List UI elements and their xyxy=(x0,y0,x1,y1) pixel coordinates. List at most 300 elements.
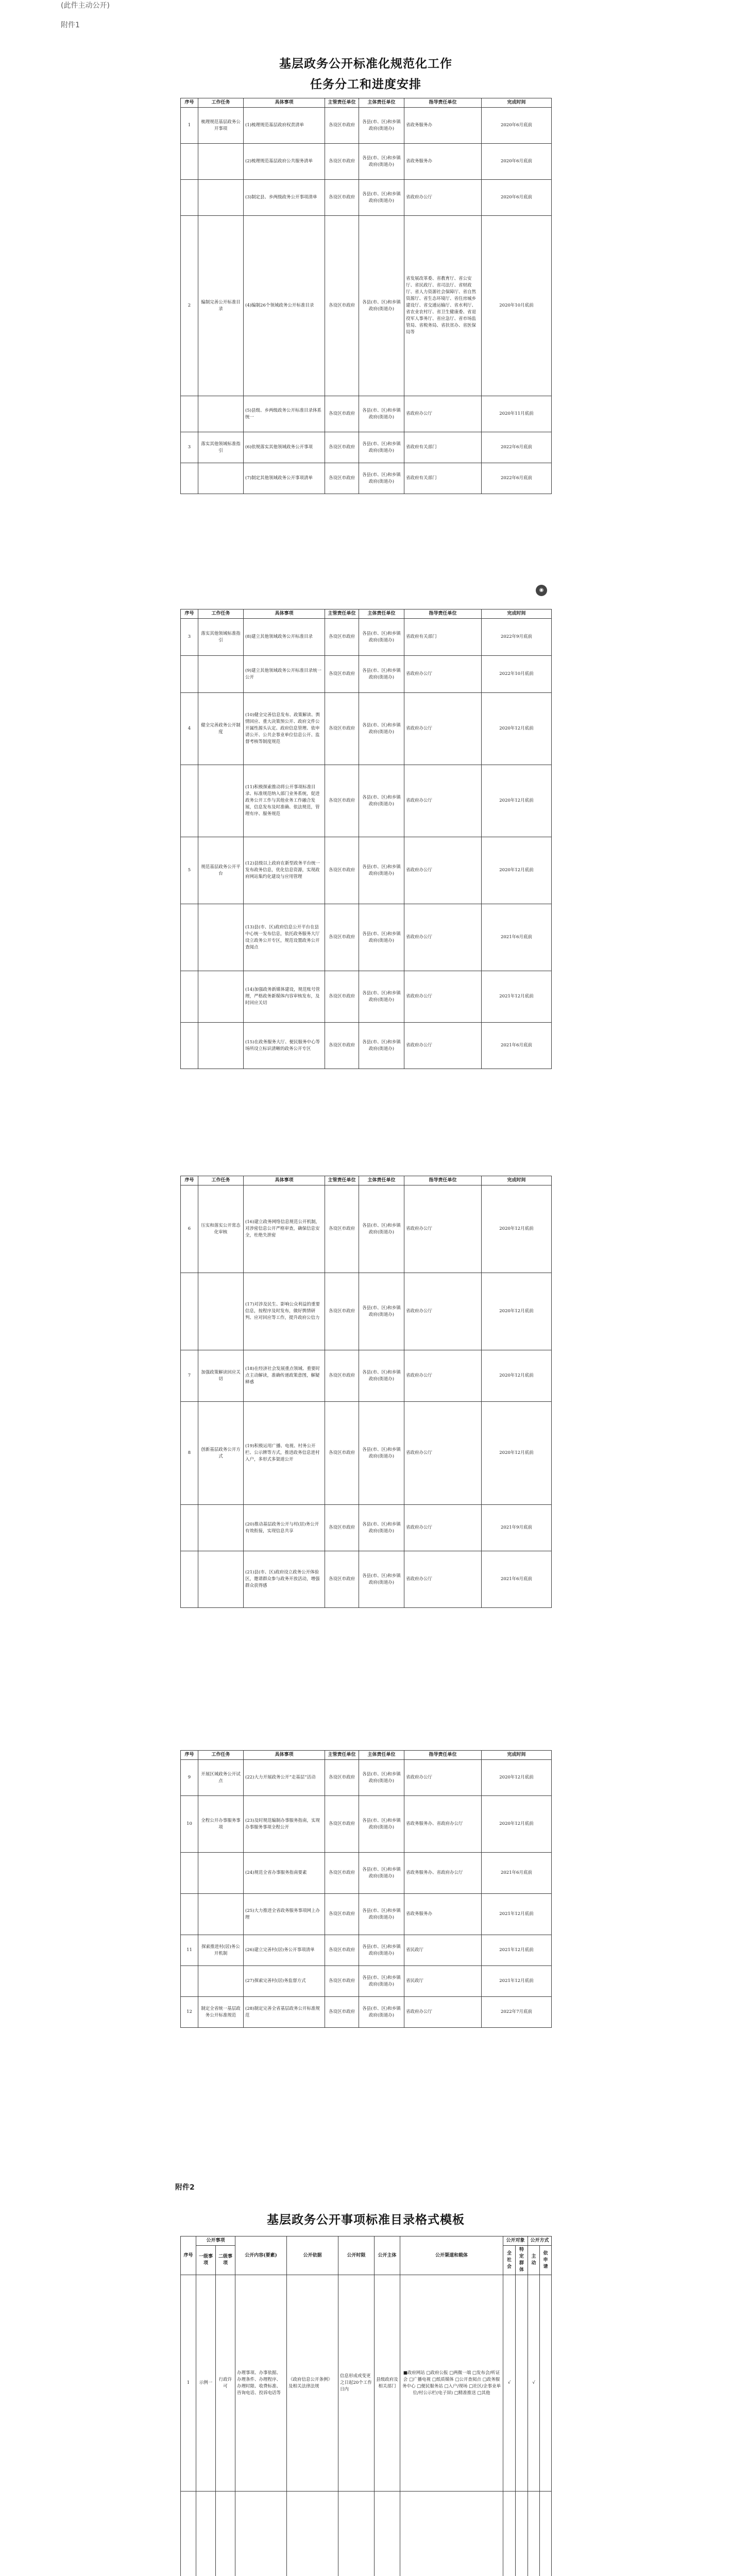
column-header: 具体事项 xyxy=(244,1751,325,1760)
specific-item-cell: (11)积极探索推动将公开事项标准目录、标准规范纳入部门业务系统，促进政务公开工作与其他业务工作融合发展，信息发布及时准确、依法规范，管理有序、服务规范 xyxy=(244,765,325,837)
lead-unit-cell: 各设区市政府 xyxy=(325,1185,359,1273)
guide-unit-cell: 省政府办公厅 xyxy=(404,765,482,837)
column-header: 指导责任单位 xyxy=(404,98,482,108)
lead-unit-cell: 各设区市政府 xyxy=(325,971,359,1023)
column-header: 公开对象 xyxy=(503,2236,528,2246)
deadline-cell: 2020年11月底前 xyxy=(482,396,552,432)
lead-unit-cell: 各设区市政府 xyxy=(325,108,359,144)
lead-unit-cell: 各设区市政府 xyxy=(325,1023,359,1069)
lead-unit-cell: 各设区市政府 xyxy=(325,1966,359,1997)
table-row xyxy=(181,1997,552,2028)
deadline-cell: 2020年6月底前 xyxy=(482,180,552,216)
page-2 xyxy=(180,603,551,1139)
specific-item-cell: (20)推动基层政务公开与村(居)务公开有效衔接，实现信息共享 xyxy=(244,1505,325,1551)
deadline-cell: 2020年12月底前 xyxy=(482,693,552,765)
task-table-page2 xyxy=(180,609,552,1069)
column-header: 序号 xyxy=(181,1176,198,1185)
level2-item-cell: 行政许可 xyxy=(216,2275,235,2492)
column-header: 公开时限 xyxy=(338,2236,375,2275)
row-number xyxy=(181,1023,198,1069)
lead-unit-cell: 各设区市政府 xyxy=(325,1760,359,1796)
column-header: 主管责任单位 xyxy=(325,98,359,108)
body-unit-cell: 各县(市、区)和乡镇政府(街道办) xyxy=(359,144,404,180)
guide-unit-cell: 省政务服务办、省政府办公厅 xyxy=(404,1853,482,1894)
deadline-cell: 2022年6月底前 xyxy=(482,432,552,463)
column-header: 公开渠道和载体 xyxy=(400,2236,503,2275)
top-note: (此件主动公开) xyxy=(61,2,110,10)
column-header: 公开事项 xyxy=(196,2236,235,2246)
lead-unit-cell: 各设区市政府 xyxy=(325,216,359,396)
deadline-cell: 2021年6月底前 xyxy=(482,1023,552,1069)
page-watermark-icon: ◉ xyxy=(536,585,547,596)
guide-unit-cell: 省政府办公厅 xyxy=(404,1273,482,1350)
body-unit-cell: 各县(市、区)和乡镇政府(街道办) xyxy=(359,693,404,765)
column-header: 主管责任单位 xyxy=(325,609,359,619)
attachment1-title-line2: 任务分工和进度安排 xyxy=(310,77,421,91)
body-unit-cell: 各县(市、区)和乡镇政府(街道办) xyxy=(359,1796,404,1853)
lead-unit-cell: 各设区市政府 xyxy=(325,1551,359,1608)
guide-unit-cell: 省政务服务办 xyxy=(404,1894,482,1935)
deadline-cell: 2022年6月底前 xyxy=(482,463,552,494)
column-header: 序号 xyxy=(181,98,198,108)
lead-unit-cell: 各设区市政府 xyxy=(325,1350,359,1402)
deadline-cell: 2020年6月底前 xyxy=(482,108,552,144)
table-row xyxy=(181,1935,552,1966)
lead-unit-cell: 各设区市政府 xyxy=(325,656,359,693)
deadline-cell: 2022年7月底前 xyxy=(482,1997,552,2028)
row-number: 11 xyxy=(181,1935,198,1966)
row-number xyxy=(181,1894,198,1935)
guide-unit-cell: 省政务服务办、省政府办公厅 xyxy=(404,1796,482,1853)
deadline-cell: 2020年12月底前 xyxy=(482,1402,552,1505)
row-number xyxy=(181,1273,198,1350)
subject-cell xyxy=(375,2492,400,2576)
column-header: 指导责任单位 xyxy=(404,609,482,619)
guide-unit-cell: 省发展改革委、省教育厅、省公安厅、省民政厅、省司法厅、省财政厅、省人力资源社会保障厅、省自然资源厅、省生态环境厅、省住房城乡建设厅、省交通运输厅、省水利厅、省农业农村厅、省卫生健康委、省退役军人事务厅、省应急厅、省市场监管局、省税务局、省扶贫办、省医保局等 xyxy=(404,216,482,396)
body-unit-cell: 各县(市、区)和乡镇政府(街道办) xyxy=(359,216,404,396)
lead-unit-cell: 各设区市政府 xyxy=(325,1997,359,2028)
specific-item-cell: (10)健全完善信息发布、政策解读、舆情回应、重大决策预公开、政府文件公开属性源头认定、政府信息管理、依申请公开、公共企事业单位信息公开、监督考核等制度规范 xyxy=(244,693,325,765)
guide-unit-cell: 省政府有关部门 xyxy=(404,432,482,463)
specific-item-cell: (16)建立政务网络信息规范公开机制，对涉密信息公开严格审查，确保信息安全，杜绝失泄密 xyxy=(244,1185,325,1273)
column-header: 指导责任单位 xyxy=(404,1176,482,1185)
lead-unit-cell: 各设区市政府 xyxy=(325,180,359,216)
guide-unit-cell: 省政府有关部门 xyxy=(404,463,482,494)
work-task-cell xyxy=(198,765,244,837)
column-header: 序号 xyxy=(181,609,198,619)
lead-unit-cell: 各设区市政府 xyxy=(325,1853,359,1894)
guide-unit-cell: 省民政厅 xyxy=(404,1966,482,1997)
table-row xyxy=(181,1853,552,1894)
deadline-cell: 2020年10月底前 xyxy=(482,216,552,396)
table-row xyxy=(181,1350,552,1402)
deadline-cell: 2020年12月底前 xyxy=(482,1760,552,1796)
specific-item-cell: (13)县(市、区)政府信息公开平台在县中心统一发布信息，依托政务服务大厅设立政务公开专区，规范设置政务公开查阅点 xyxy=(244,904,325,971)
body-unit-cell: 各县(市、区)和乡镇政府(街道办) xyxy=(359,180,404,216)
specific-item-cell: (25)大力推进全省政务服务事项网上办理 xyxy=(244,1894,325,1935)
work-task-cell: 加强政策解读回应关切 xyxy=(198,1350,244,1402)
specific-item-cell: (14)加强政务新媒体建设，规范账号管理，严格政务新媒体内容审核发布，及时回应关切 xyxy=(244,971,325,1023)
guide-unit-cell: 省政府办公厅 xyxy=(404,971,482,1023)
table-row xyxy=(181,108,552,144)
column-subheader: 特定群体 xyxy=(516,2246,528,2275)
body-unit-cell: 各县(市、区)和乡镇政府(街道办) xyxy=(359,1935,404,1966)
table-row xyxy=(181,2492,552,2576)
body-unit-cell: 各县(市、区)和乡镇政府(街道办) xyxy=(359,1551,404,1608)
column-header: 完成时间 xyxy=(482,98,552,108)
row-number xyxy=(181,463,198,494)
method-request-cell xyxy=(540,2275,552,2492)
deadline-cell: 2021年6月底前 xyxy=(482,1853,552,1894)
lead-unit-cell: 各设区市政府 xyxy=(325,463,359,494)
column-header: 公开方式 xyxy=(528,2236,552,2246)
table-row xyxy=(181,1402,552,1505)
time-limit-cell: 信息形成或变更之日起20个工作日内 xyxy=(338,2275,375,2492)
specific-item-cell: (9)建立其他领域政务公开标准目录统一公开 xyxy=(244,656,325,693)
body-unit-cell: 各县(市、区)和乡镇政府(街道办) xyxy=(359,1894,404,1935)
row-number xyxy=(181,1853,198,1894)
guide-unit-cell: 省政府办公厅 xyxy=(404,656,482,693)
guide-unit-cell: 省政务服务办 xyxy=(404,108,482,144)
table-row xyxy=(181,619,552,656)
row-number: 9 xyxy=(181,1760,198,1796)
work-task-cell xyxy=(198,463,244,494)
column-header: 主体责任单位 xyxy=(359,98,404,108)
specific-item-cell: (5)县级、乡两级政务公开标准目录体系统一 xyxy=(244,396,325,432)
table-header-row xyxy=(181,1176,552,1185)
table-row xyxy=(181,904,552,971)
work-task-cell xyxy=(198,1894,244,1935)
table-row xyxy=(181,1894,552,1935)
table-row xyxy=(181,1185,552,1273)
table-row xyxy=(181,765,552,837)
lead-unit-cell: 各设区市政府 xyxy=(325,1273,359,1350)
work-task-cell: 全程公开办事服务事项 xyxy=(198,1796,244,1853)
lead-unit-cell: 各设区市政府 xyxy=(325,904,359,971)
table-row xyxy=(181,1796,552,1853)
guide-unit-cell: 省政府办公厅 xyxy=(404,1997,482,2028)
column-header: 完成时间 xyxy=(482,1751,552,1760)
body-unit-cell: 各县(市、区)和乡镇政府(街道办) xyxy=(359,1023,404,1069)
guide-unit-cell: 省政务服务办 xyxy=(404,144,482,180)
catalog-template-table xyxy=(180,2236,552,2576)
guide-unit-cell: 省政府办公厅 xyxy=(404,396,482,432)
work-task-cell: 落实其他领域标准指引 xyxy=(198,432,244,463)
guide-unit-cell: 省政府办公厅 xyxy=(404,1185,482,1273)
channels-cell: ■政府网站 □政府公报 □两微一端 □发布会/听证会 □广播电视 □纸质媒体 □公开查阅点 □政务服务中心 □便民服务站 □入户/现场 □社区/企事业单位/村公示栏(电子屏) □精准推送 □其他 xyxy=(400,2275,503,2492)
column-header: 完成时间 xyxy=(482,609,552,619)
table-row xyxy=(181,656,552,693)
specific-item-cell: (18)在经济社会发展重点领域、重要时点主动解读，准确传递政策意图，解疑释惑 xyxy=(244,1350,325,1402)
specific-item-cell: (26)建立完善村(居)务公开事项清单 xyxy=(244,1935,325,1966)
body-unit-cell: 各县(市、区)和乡镇政府(街道办) xyxy=(359,971,404,1023)
column-header: 指导责任单位 xyxy=(404,1751,482,1760)
table-row xyxy=(181,1273,552,1350)
work-task-cell xyxy=(198,1853,244,1894)
work-task-cell xyxy=(198,1023,244,1069)
work-task-cell xyxy=(198,1966,244,1997)
column-header: 工作任务 xyxy=(198,609,244,619)
row-number: 12 xyxy=(181,1997,198,2028)
specific-item-cell: (19)积极运用广播、电视、村务公开栏、公示牌等方式，推进政务信息进村入户，多形式多渠道公开 xyxy=(244,1402,325,1505)
content-cell xyxy=(235,2492,287,2576)
row-number xyxy=(181,656,198,693)
guide-unit-cell: 省民政厅 xyxy=(404,1935,482,1966)
table-row xyxy=(181,971,552,1023)
column-header: 具体事项 xyxy=(244,1176,325,1185)
method-active-cell: √ xyxy=(528,2275,540,2492)
audience-specific-cell xyxy=(516,2492,528,2576)
lead-unit-cell: 各设区市政府 xyxy=(325,396,359,432)
level2-item-cell xyxy=(216,2492,235,2576)
guide-unit-cell: 省政府办公厅 xyxy=(404,904,482,971)
table-row xyxy=(181,693,552,765)
row-number: 1 xyxy=(181,2275,196,2492)
column-header: 完成时间 xyxy=(482,1176,552,1185)
body-unit-cell: 各县(市、区)和乡镇政府(街道办) xyxy=(359,108,404,144)
specific-item-cell: (21)县(市、区)政府设立政务公开体验区，邀请群众参与政务开放活动，增强群众获得感 xyxy=(244,1551,325,1608)
channels-cell xyxy=(400,2492,503,2576)
row-number xyxy=(181,1505,198,1551)
attachment1-label: 附件1 xyxy=(61,21,80,29)
attachment2-title: 基层政务公开事项标准目录格式模板 xyxy=(267,2213,465,2227)
body-unit-cell: 各县(市、区)和乡镇政府(街道办) xyxy=(359,765,404,837)
work-task-cell: 健全完善政务公开制度 xyxy=(198,693,244,765)
guide-unit-cell: 省政府有关部门 xyxy=(404,619,482,656)
deadline-cell: 2022年10月底前 xyxy=(482,656,552,693)
work-task-cell xyxy=(198,180,244,216)
lead-unit-cell: 各设区市政府 xyxy=(325,765,359,837)
row-number: 7 xyxy=(181,1350,198,1402)
method-active-cell xyxy=(528,2492,540,2576)
deadline-cell: 2021年12月底前 xyxy=(482,1894,552,1935)
deadline-cell: 2021年12月底前 xyxy=(482,1966,552,1997)
body-unit-cell: 各县(市、区)和乡镇政府(街道办) xyxy=(359,1350,404,1402)
specific-item-cell: (22)大力开展政务公开“走基层”活动 xyxy=(244,1760,325,1796)
column-subheader: 全社会 xyxy=(503,2246,516,2275)
work-task-cell: 落实其他领域标准指引 xyxy=(198,619,244,656)
table-row xyxy=(181,216,552,396)
table-row xyxy=(181,432,552,463)
specific-item-cell: (15)在政务服务大厅、便民服务中心等场所设立标识清晰的政务公开专区 xyxy=(244,1023,325,1069)
deadline-cell: 2021年12月底前 xyxy=(482,971,552,1023)
work-task-cell xyxy=(198,1505,244,1551)
guide-unit-cell: 省政府办公厅 xyxy=(404,1350,482,1402)
basis-cell: 《政府信息公开条例》及相关法律法规 xyxy=(287,2275,338,2492)
row-number xyxy=(181,396,198,432)
method-request-cell xyxy=(540,2492,552,2576)
column-header: 公开主体 xyxy=(375,2236,400,2275)
specific-item-cell: (6)依规落实其他领域政务公开事项 xyxy=(244,432,325,463)
page-5 xyxy=(180,2205,551,2576)
body-unit-cell: 各县(市、区)和乡镇政府(街道办) xyxy=(359,1185,404,1273)
lead-unit-cell: 各设区市政府 xyxy=(325,1935,359,1966)
page-1 xyxy=(180,49,551,605)
deadline-cell: 2020年12月底前 xyxy=(482,1350,552,1402)
level1-item-cell xyxy=(196,2492,216,2576)
guide-unit-cell: 省政府办公厅 xyxy=(404,693,482,765)
work-task-cell: 编制完善公开标准目录 xyxy=(198,216,244,396)
row-number: 6 xyxy=(181,1185,198,1273)
subject-cell: 县级政府及相关部门 xyxy=(375,2275,400,2492)
deadline-cell: 2020年6月底前 xyxy=(482,144,552,180)
table-row xyxy=(181,1760,552,1796)
specific-item-cell: (1)梳理规范基层政府权责清单 xyxy=(244,108,325,144)
table-row xyxy=(181,1551,552,1608)
column-subheader: 一级事项 xyxy=(196,2246,216,2275)
deadline-cell: 2020年12月底前 xyxy=(482,1185,552,1273)
lead-unit-cell: 各设区市政府 xyxy=(325,837,359,904)
audience-specific-cell xyxy=(516,2275,528,2492)
specific-item-cell: (12)县级以上政府在新型政务平台统一发布政务信息，优化信息资源，实现政府网站集约化建设与应用管理 xyxy=(244,837,325,904)
work-task-cell: 探索推进村(居)务公开机制 xyxy=(198,1935,244,1966)
body-unit-cell: 各县(市、区)和乡镇政府(街道办) xyxy=(359,1273,404,1350)
body-unit-cell: 各县(市、区)和乡镇政府(街道办) xyxy=(359,396,404,432)
body-unit-cell: 各县(市、区)和乡镇政府(街道办) xyxy=(359,1997,404,2028)
specific-item-cell: (4)编制26个领域政务公开标准目录 xyxy=(244,216,325,396)
work-task-cell: 创新基层政务公开方式 xyxy=(198,1402,244,1505)
table-header-row xyxy=(181,609,552,619)
row-number xyxy=(181,2492,196,2576)
lead-unit-cell: 各设区市政府 xyxy=(325,432,359,463)
work-task-cell xyxy=(198,904,244,971)
work-task-cell: 压实和落实公开常态化审核 xyxy=(198,1185,244,1273)
work-task-cell xyxy=(198,971,244,1023)
deadline-cell: 2021年9月底前 xyxy=(482,1505,552,1551)
work-task-cell xyxy=(198,1551,244,1608)
row-number xyxy=(181,1551,198,1608)
body-unit-cell: 各县(市、区)和乡镇政府(街道办) xyxy=(359,1402,404,1505)
table-row xyxy=(181,463,552,494)
level1-item-cell: 示例一 xyxy=(196,2275,216,2492)
row-number: 1 xyxy=(181,108,198,144)
lead-unit-cell: 各设区市政府 xyxy=(325,619,359,656)
work-task-cell: 制定全省统一基层政务公开标准规范 xyxy=(198,1997,244,2028)
guide-unit-cell: 省政府办公厅 xyxy=(404,1760,482,1796)
row-number: 3 xyxy=(181,619,198,656)
deadline-cell: 2020年12月底前 xyxy=(482,1796,552,1853)
body-unit-cell: 各县(市、区)和乡镇政府(街道办) xyxy=(359,619,404,656)
page-3 xyxy=(180,1170,551,1710)
time-limit-cell xyxy=(338,2492,375,2576)
work-task-cell xyxy=(198,1273,244,1350)
column-header: 序号 xyxy=(181,2236,196,2275)
table-row xyxy=(181,1966,552,1997)
row-number: 8 xyxy=(181,1402,198,1505)
work-task-cell xyxy=(198,144,244,180)
table-row xyxy=(181,396,552,432)
body-unit-cell: 各县(市、区)和乡镇政府(街道办) xyxy=(359,904,404,971)
audience-all-cell: √ xyxy=(503,2275,516,2492)
column-header: 工作任务 xyxy=(198,1751,244,1760)
deadline-cell: 2021年6月底前 xyxy=(482,904,552,971)
deadline-cell: 2020年12月底前 xyxy=(482,1273,552,1350)
column-header: 工作任务 xyxy=(198,98,244,108)
row-number: 4 xyxy=(181,693,198,765)
deadline-cell: 2020年12月底前 xyxy=(482,837,552,904)
specific-item-cell: (27)探索完善村(居)务监督方式 xyxy=(244,1966,325,1997)
table-row xyxy=(181,2275,552,2492)
table-row xyxy=(181,144,552,180)
guide-unit-cell: 省政府办公厅 xyxy=(404,1505,482,1551)
specific-item-cell: (8)建立其他领域政务公开标准目录 xyxy=(244,619,325,656)
work-task-cell: 开展区域政务公开试点 xyxy=(198,1760,244,1796)
guide-unit-cell: 省政府办公厅 xyxy=(404,180,482,216)
column-header: 公开内容(要素) xyxy=(235,2236,287,2275)
body-unit-cell: 各县(市、区)和乡镇政府(街道办) xyxy=(359,1505,404,1551)
body-unit-cell: 各县(市、区)和乡镇政府(街道办) xyxy=(359,1966,404,1997)
specific-item-cell: (3)制定县、乡两级政务公开事项清单 xyxy=(244,180,325,216)
task-table-page1 xyxy=(180,98,552,494)
content-cell: 办理事项、办事依据、办理条件、办理程序、办理时限、收费标准、咨询电话、投诉电话等 xyxy=(235,2275,287,2492)
specific-item-cell: (7)制定其他领域政务公开事项清单 xyxy=(244,463,325,494)
row-number: 10 xyxy=(181,1796,198,1853)
table-row xyxy=(181,837,552,904)
guide-unit-cell: 省政府办公厅 xyxy=(404,1402,482,1505)
specific-item-cell: (23)及时规范编制办事服务指南，实现办事服务事项全程公开 xyxy=(244,1796,325,1853)
body-unit-cell: 各县(市、区)和乡镇政府(街道办) xyxy=(359,432,404,463)
row-number xyxy=(181,180,198,216)
lead-unit-cell: 各设区市政府 xyxy=(325,1402,359,1505)
task-table-page4 xyxy=(180,1750,552,2028)
guide-unit-cell: 省政府办公厅 xyxy=(404,837,482,904)
row-number xyxy=(181,904,198,971)
lead-unit-cell: 各设区市政府 xyxy=(325,1505,359,1551)
column-subheader: 依申请 xyxy=(540,2246,552,2275)
lead-unit-cell: 各设区市政府 xyxy=(325,144,359,180)
table-row xyxy=(181,1023,552,1069)
column-header: 序号 xyxy=(181,1751,198,1760)
work-task-cell: 梳理规范基层政务公开事项 xyxy=(198,108,244,144)
table-header-row xyxy=(181,1751,552,1760)
row-number: 3 xyxy=(181,432,198,463)
column-header: 主管责任单位 xyxy=(325,1176,359,1185)
row-number xyxy=(181,144,198,180)
deadline-cell: 2022年9月底前 xyxy=(482,619,552,656)
lead-unit-cell: 各设区市政府 xyxy=(325,1894,359,1935)
row-number: 5 xyxy=(181,837,198,904)
table-row xyxy=(181,1505,552,1551)
guide-unit-cell: 省政府办公厅 xyxy=(404,1023,482,1069)
specific-item-cell: (28)制定完善全省基层政务公开标准规范 xyxy=(244,1997,325,2028)
basis-cell xyxy=(287,2492,338,2576)
attachment1-title-line1: 基层政务公开标准化规范化工作 xyxy=(279,57,452,71)
row-number xyxy=(181,1966,198,1997)
body-unit-cell: 各县(市、区)和乡镇政府(街道办) xyxy=(359,1760,404,1796)
task-table-page3 xyxy=(180,1176,552,1608)
column-subheader: 二级事项 xyxy=(216,2246,235,2275)
page-4 xyxy=(180,1744,551,2146)
column-header: 工作任务 xyxy=(198,1176,244,1185)
column-header: 主体责任单位 xyxy=(359,609,404,619)
deadline-cell: 2021年6月底前 xyxy=(482,1551,552,1608)
row-number xyxy=(181,971,198,1023)
column-subheader: 主动 xyxy=(528,2246,540,2275)
table-header-row xyxy=(181,2236,552,2246)
work-task-cell: 规范基层政务公开平台 xyxy=(198,837,244,904)
work-task-cell xyxy=(198,656,244,693)
column-header: 具体事项 xyxy=(244,98,325,108)
specific-item-cell: (24)规范全省办事服务指南要素 xyxy=(244,1853,325,1894)
column-header: 主体责任单位 xyxy=(359,1751,404,1760)
specific-item-cell: (2)梳理规范基层政府公共服务清单 xyxy=(244,144,325,180)
attachment2-label: 附件2 xyxy=(175,2183,195,2192)
specific-item-cell: (17)对涉及民生、影响公众利益的重要信息，按程序及时发布，做好舆情研判、应对回应等工作，提升政府公信力 xyxy=(244,1273,325,1350)
lead-unit-cell: 各设区市政府 xyxy=(325,693,359,765)
column-header: 具体事项 xyxy=(244,609,325,619)
body-unit-cell: 各县(市、区)和乡镇政府(街道办) xyxy=(359,837,404,904)
table-header-row xyxy=(181,98,552,108)
